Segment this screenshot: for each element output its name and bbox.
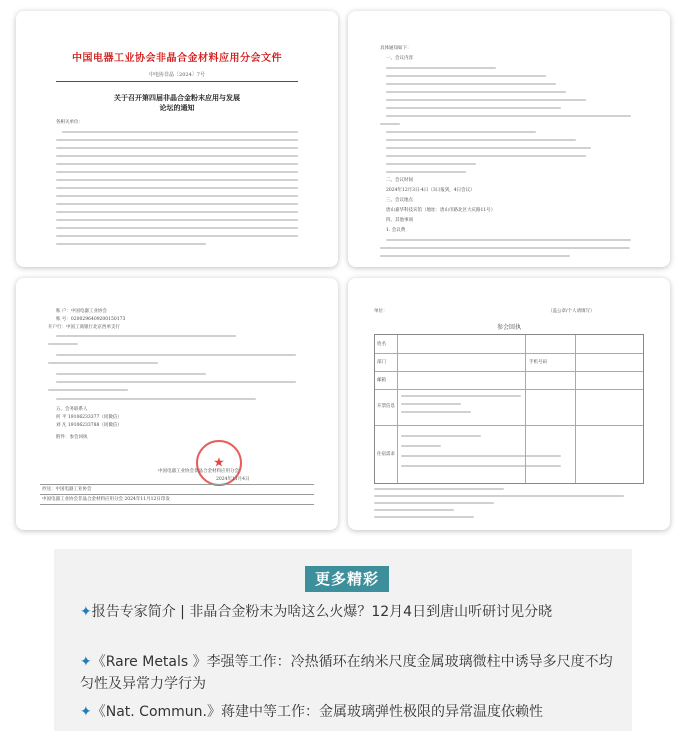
doc2-fee: 1. 会议费 xyxy=(386,228,406,233)
article-link-1[interactable] xyxy=(80,601,620,623)
document-page-3[interactable] xyxy=(16,278,338,530)
doc4-seal-label: （盖公章/个人请填写） xyxy=(548,309,595,314)
doc2-location: 唐山嘉华科技宾馆（地址：唐山市路北区大庆路11号） xyxy=(386,208,496,213)
doc-red-rule xyxy=(56,81,298,82)
more-articles-section xyxy=(54,549,632,731)
doc2-item1: 一、会议内容 xyxy=(386,56,413,61)
doc3-account-name: 账 户：中国电器工业协会 xyxy=(56,309,107,314)
doc3-footer-rule-top xyxy=(40,484,314,485)
article-link-text: 《Rare Metals 》李强等工作：冷热循环在纳米尺度金属玻璃微柱中诱导多尺度不均匀性及异常力学行为 xyxy=(80,654,613,692)
doc3-contact-1: 何 平 19106233377（同微信） xyxy=(56,415,122,420)
doc2-date: 2024年12月3日-4日（3日报到，4日会议） xyxy=(386,188,475,193)
star-icon: ✦ xyxy=(80,704,92,720)
doc4-unit-label: 单位： xyxy=(374,309,388,314)
document-page-1[interactable] xyxy=(16,11,338,267)
form-phone-label: 手机号码 xyxy=(529,360,547,365)
doc-salutation: 各相关单位： xyxy=(56,120,83,125)
doc3-contact-2: 刘 凡 19106233788（同微信） xyxy=(56,423,122,428)
article-link-3[interactable] xyxy=(80,701,620,723)
doc2-item2: 二、会议时间 xyxy=(386,178,413,183)
doc3-footer-rule-bottom xyxy=(40,504,314,505)
doc2-item3: 三、会议地点 xyxy=(386,198,413,203)
doc-title-line-2: 论坛的通知 xyxy=(159,103,195,112)
doc3-date: 2024年11月4日 xyxy=(216,477,250,482)
doc3-footer-rule-mid xyxy=(40,494,314,495)
document-page-2[interactable] xyxy=(348,11,670,267)
star-icon: ✦ xyxy=(80,604,92,620)
article-link-text: 《Nat. Commun.》蒋建中等工作：金属玻璃弹性极限的异常温度依赖性 xyxy=(91,704,543,720)
registration-form-table xyxy=(374,334,644,484)
article-link-2[interactable] xyxy=(80,651,620,695)
doc3-signature: 中国电器工业协会非晶合金材料应用分会 xyxy=(158,469,239,474)
doc-title-line-1: 关于召开第四届非晶合金粉末应用与发展 xyxy=(114,93,240,102)
doc2-item4: 四、其他事项 xyxy=(386,218,413,223)
doc3-footer-cc: 抄送：中国电器工业协会 xyxy=(42,487,92,492)
doc3-bank: 开户行：中国工商银行北京西单支行 xyxy=(48,325,120,330)
form-name-label: 姓名 xyxy=(377,342,386,347)
form-dept-label: 部门 xyxy=(377,360,386,365)
doc2-intro: 具体通知如下： xyxy=(380,46,412,51)
more-badge: 更多精彩 xyxy=(305,566,389,592)
doc4-form-title: 参会回执 xyxy=(496,324,521,331)
form-email-label: 邮箱 xyxy=(377,378,386,383)
doc3-account-no: 账 号：0200296409200150173 xyxy=(56,317,126,322)
form-invoice-label: 开票信息 xyxy=(377,404,395,409)
doc3-attachment: 附件：参会回执 xyxy=(56,435,88,440)
article-link-text: 报告专家简介 | 非晶合金粉末为啥这么火爆？12月4日到唐山听研讨见分晓 xyxy=(91,604,553,620)
star-icon: ✦ xyxy=(80,654,92,670)
document-page-4[interactable] xyxy=(348,278,670,530)
doc3-contact-heading: 五、会务联系人 xyxy=(56,407,88,412)
doc-number: 中电协非晶〔2024〕7号 xyxy=(149,72,205,78)
doc3-footer-issued: 中国电器工业协会非晶合金材料应用分会 2024年11月12日印发 xyxy=(42,497,170,502)
doc-title xyxy=(16,93,338,113)
doc-red-header: 中国电器工业协会非晶合金材料应用分会文件 xyxy=(72,53,282,64)
form-room-label: 住宿需求 xyxy=(377,452,395,457)
